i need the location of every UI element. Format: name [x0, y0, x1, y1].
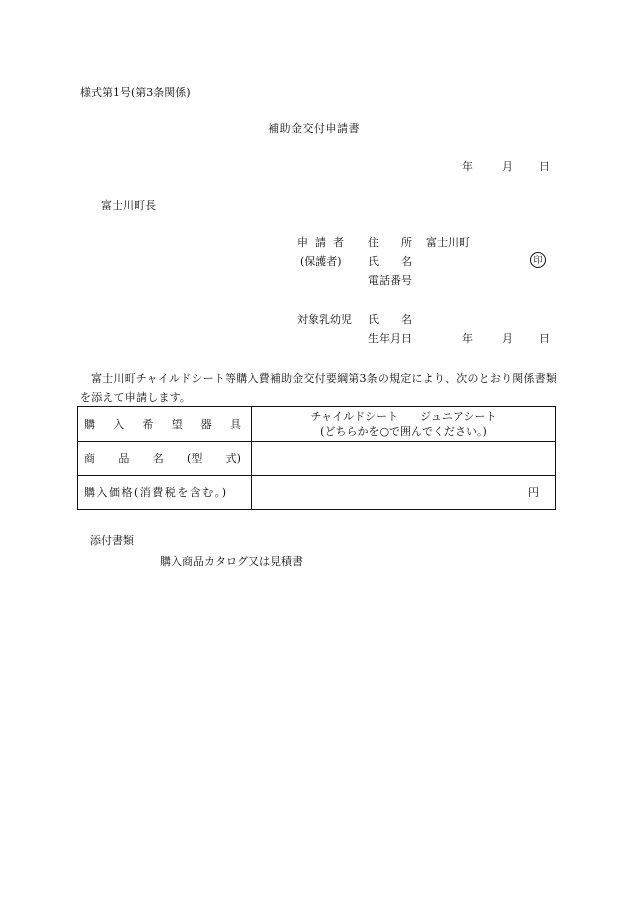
application-date — [462, 161, 550, 172]
table-row — [78, 407, 556, 442]
table-row — [78, 476, 556, 510]
purchase-price-label: 購入価格(消費税を含む。) — [78, 476, 252, 510]
birth-day: 日 — [539, 332, 550, 345]
attachment-item: 購入商品カタログ又は見積書 — [160, 555, 303, 568]
circle-instruction: (どちらかを○で囲んでください。) — [320, 425, 487, 438]
label-char: 商 — [84, 452, 95, 465]
label-char: 望 — [171, 417, 183, 431]
application-statement: 富士川町チャイルドシート等購入費補助金交付要綱第3条の規定により、次のとおり関係書類を添えて申請します。 — [80, 372, 558, 404]
seat-options: チャイルドシート ジュニアシート — [310, 410, 497, 423]
addressee: 富士川町長 — [101, 199, 156, 212]
purchase-price-field[interactable]: 円 — [252, 476, 556, 510]
product-name-field[interactable] — [252, 442, 556, 476]
label-char: 具 — [229, 417, 241, 431]
guardian-label: (保護者) — [300, 255, 342, 268]
label-char: 購 — [84, 417, 95, 431]
address-label: 住所 — [368, 236, 434, 249]
date-year: 年 — [462, 160, 473, 173]
desired-item-options[interactable] — [252, 407, 556, 442]
birthdate-label: 生年月日 — [368, 332, 412, 345]
date-month: 月 — [502, 160, 513, 173]
form-number: 様式第1号(第3条関係) — [80, 86, 191, 99]
birth-year: 年 — [462, 332, 473, 345]
seal-mark: 印 — [530, 252, 546, 268]
label-char: 器 — [200, 417, 212, 431]
address-value: 富士川町 — [426, 236, 470, 249]
desired-item-label — [78, 407, 252, 442]
table-row — [78, 442, 556, 476]
applicant-name-label: 氏名 — [368, 255, 434, 268]
date-day: 日 — [539, 160, 550, 173]
label-char: 希 — [142, 417, 154, 431]
child-label: 対象乳幼児 — [297, 313, 352, 326]
child-name-label: 氏名 — [368, 313, 434, 326]
label-char: (型 — [187, 452, 203, 465]
phone-label: 電話番号 — [368, 274, 412, 287]
document-title: 補助金交付申請書 — [268, 122, 360, 135]
birthdate-fields — [462, 333, 550, 344]
label-char: 入 — [113, 417, 125, 431]
label-char: 式) — [225, 452, 241, 465]
birth-month: 月 — [502, 332, 513, 345]
application-table — [77, 406, 556, 510]
attachments-title: 添付書類 — [90, 534, 134, 547]
applicant-label: 申請者 — [297, 236, 351, 249]
product-name-label — [78, 442, 252, 476]
label-char: 名 — [152, 452, 164, 465]
label-char: 品 — [118, 452, 130, 465]
